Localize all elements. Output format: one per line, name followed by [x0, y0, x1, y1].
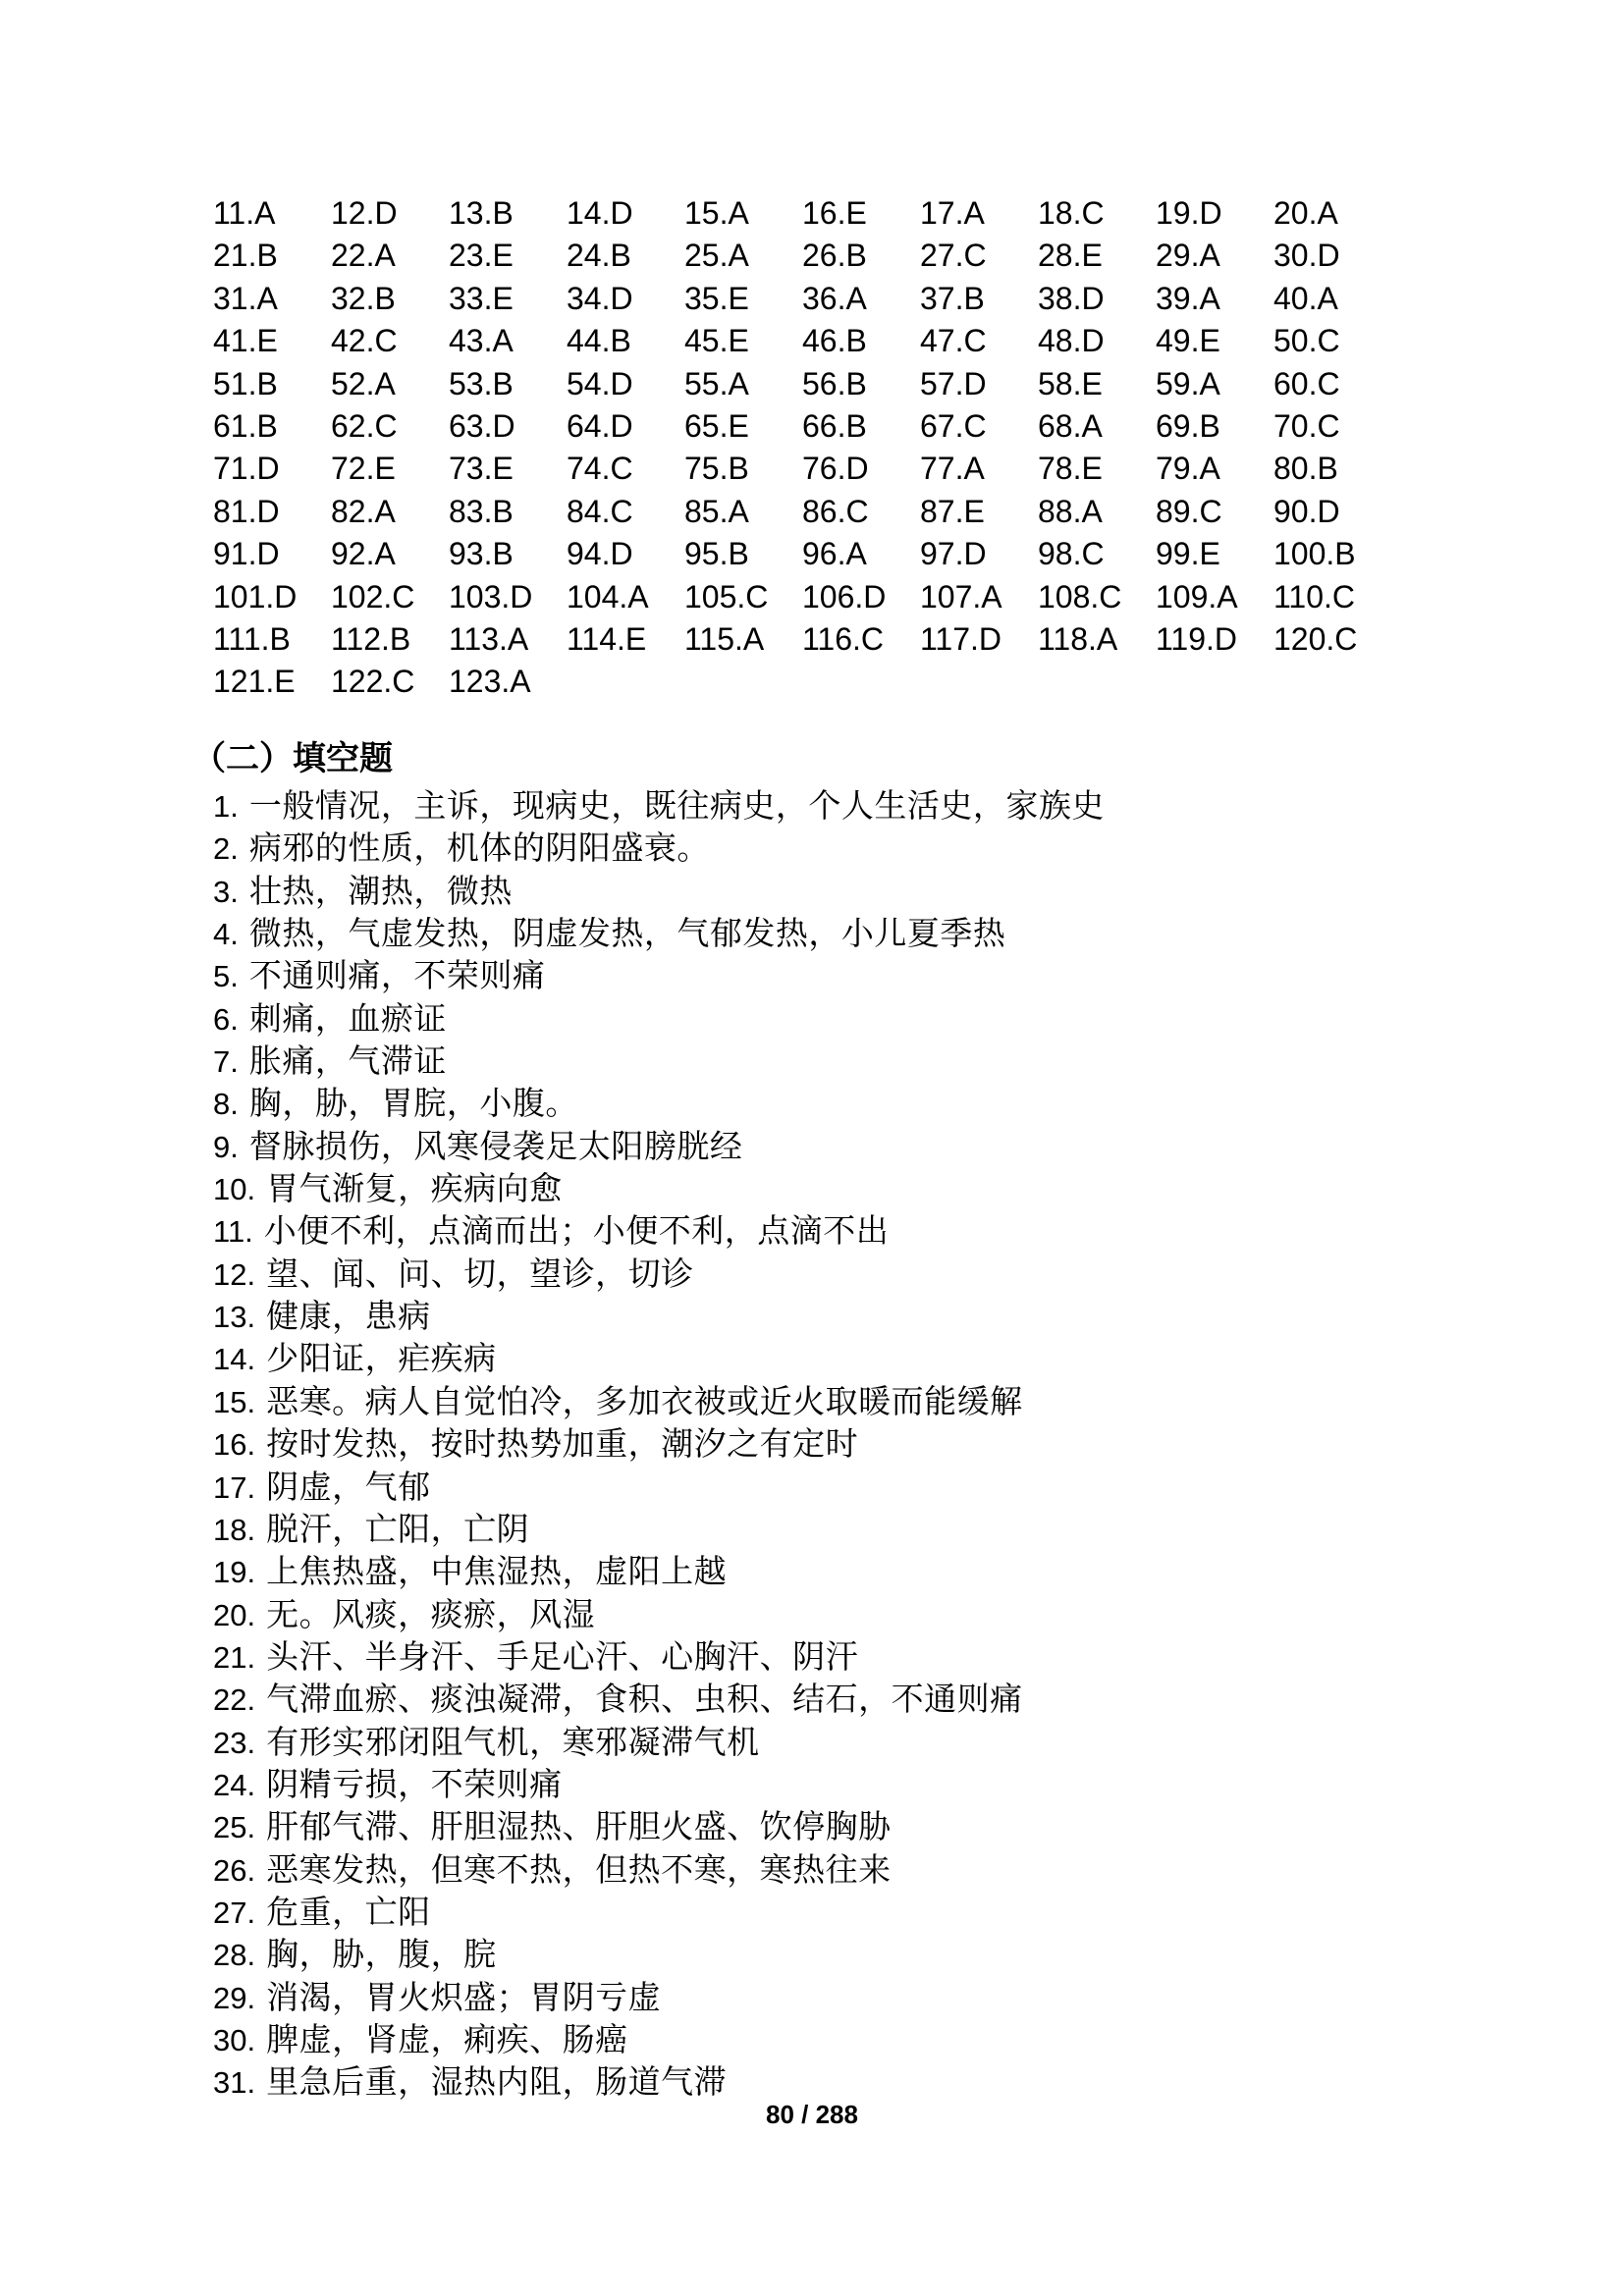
answer-line-text: 脱汗，亡阳，亡阴 [266, 1512, 530, 1548]
fill-blank-answer-line [213, 785, 1105, 828]
answer-item: 103.D [449, 578, 533, 614]
answer-item: 84.C [567, 493, 633, 529]
answer-item: 56.B [802, 365, 867, 401]
answer-item: 50.C [1273, 323, 1340, 359]
answer-line-number: 27. [213, 1895, 256, 1930]
answer-item: 87.E [920, 493, 985, 529]
answer-line-text: 胀痛，气滞证 [248, 1044, 447, 1081]
answer-item: 104.A [567, 578, 649, 614]
answer-line-text: 胃气渐复，疾病向愈 [266, 1172, 563, 1208]
answer-item: 100.B [1273, 536, 1356, 572]
answer-item: 41.E [213, 323, 278, 359]
answer-item: 99.E [1156, 536, 1220, 572]
answer-item: 46.B [802, 323, 867, 359]
answer-line-text: 有形实邪闭阻气机，寒邪凝滞气机 [266, 1725, 760, 1761]
answer-line-text: 阴精亏损，不荣则痛 [266, 1767, 563, 1803]
answer-line-text: 头汗、半身汗、手足心汗、心胸汗、阴汗 [266, 1639, 859, 1676]
answer-item: 72.E [331, 451, 396, 487]
answer-item: 62.C [331, 407, 398, 444]
fill-blank-answer-line [213, 1722, 1105, 1764]
fill-blank-answer-line [213, 1126, 1105, 1168]
answer-item: 53.B [449, 365, 514, 401]
answer-line-number: 5. [213, 959, 239, 994]
answer-item: 117.D [920, 620, 1002, 657]
answer-item: 109.A [1156, 578, 1238, 614]
answer-line-number: 2. [213, 831, 239, 867]
answer-item: 111.B [213, 620, 291, 657]
answer-item: 38.D [1038, 280, 1105, 316]
answer-item: 33.E [449, 280, 514, 316]
answer-line-text: 壮热，潮热，微热 [248, 874, 513, 910]
fill-blank-answer-line [213, 828, 1105, 870]
answer-item: 119.D [1156, 620, 1238, 657]
answer-item: 82.A [331, 493, 396, 529]
answer-item: 74.C [567, 451, 633, 487]
fill-blank-answer-line [213, 955, 1105, 997]
answer-item: 91.D [213, 536, 280, 572]
answer-line-number: 11. [213, 1214, 253, 1250]
fill-blank-answer-line [213, 913, 1105, 955]
answer-item: 101.D [213, 578, 298, 614]
fill-blank-answer-line [213, 2061, 1105, 2104]
answer-line-number: 17. [213, 1469, 256, 1505]
answer-item: 16.E [802, 195, 867, 231]
answer-line-text: 危重，亡阳 [266, 1895, 431, 1931]
answer-item: 27.C [920, 238, 987, 274]
answer-item: 71.D [213, 451, 280, 487]
answer-item: 86.C [802, 493, 869, 529]
answer-line-number: 12. [213, 1256, 256, 1292]
fill-blank-answer-line [213, 1764, 1105, 1806]
answer-line-text: 病邪的性质，机体的阴阳盛衰。 [248, 831, 710, 868]
answer-line-text: 里急后重，湿热内阻，肠道气滞 [266, 2065, 728, 2102]
answer-line-text: 望、闻、问、切，望诊，切诊 [266, 1256, 694, 1293]
answer-line-number: 19. [213, 1555, 256, 1590]
answer-item: 83.B [449, 493, 514, 529]
answer-item: 61.B [213, 407, 278, 444]
answer-line-text: 胸，胁，胃脘，小腹。 [248, 1087, 578, 1123]
answer-item: 98.C [1038, 536, 1105, 572]
answer-item: 15.A [684, 195, 749, 231]
fill-blank-answer-line [213, 871, 1105, 913]
answer-line-text: 恶寒发热，但寒不热，但热不寒，寒热往来 [266, 1852, 892, 1889]
answer-item: 32.B [331, 280, 396, 316]
answer-item: 80.B [1273, 451, 1338, 487]
answer-item: 95.B [684, 536, 749, 572]
answer-line-text: 不通则痛，不荣则痛 [248, 959, 546, 995]
answer-item: 96.A [802, 536, 867, 572]
answer-item: 14.D [567, 195, 633, 231]
fill-blank-answer-line [213, 1892, 1105, 1934]
answer-item: 113.A [449, 620, 529, 657]
answer-line-text: 督脉损伤，风寒侵袭足太阳膀胱经 [248, 1129, 743, 1165]
answer-item: 52.A [331, 365, 396, 401]
answer-item: 92.A [331, 536, 396, 572]
answer-item: 108.C [1038, 578, 1122, 614]
fill-blank-answer-line [213, 1083, 1105, 1125]
answer-line-number: 4. [213, 917, 239, 952]
answer-item: 60.C [1273, 365, 1340, 401]
answer-item: 34.D [567, 280, 633, 316]
answer-item: 36.A [802, 280, 867, 316]
answer-item: 122.C [331, 664, 415, 700]
answer-item: 105.C [684, 578, 769, 614]
answer-item: 39.A [1156, 280, 1220, 316]
answer-item: 93.B [449, 536, 514, 572]
answer-line-text: 按时发热，按时热势加重，潮汐之有定时 [266, 1427, 859, 1464]
answer-item: 79.A [1156, 451, 1220, 487]
answer-line-number: 1. [213, 789, 239, 824]
answer-line-number: 3. [213, 874, 239, 909]
answer-item: 59.A [1156, 365, 1220, 401]
answer-item: 89.C [1156, 493, 1222, 529]
answer-item: 37.B [920, 280, 985, 316]
answer-item: 42.C [331, 323, 398, 359]
fill-blank-answer-line [213, 1849, 1105, 1892]
answer-item: 55.A [684, 365, 749, 401]
answer-line-text: 微热，气虚发热，阴虚发热，气郁发热，小儿夏季热 [248, 917, 1006, 953]
answer-item: 21.B [213, 238, 278, 274]
answer-item: 69.B [1156, 407, 1220, 444]
answer-line-number: 28. [213, 1938, 256, 1973]
answer-item: 90.D [1273, 493, 1340, 529]
answer-item: 51.B [213, 365, 278, 401]
answer-item: 102.C [331, 578, 415, 614]
answer-item: 78.E [1038, 451, 1103, 487]
answer-item: 75.B [684, 451, 749, 487]
answer-item: 73.E [449, 451, 514, 487]
fill-blank-answer-line [213, 1636, 1105, 1679]
answer-item: 106.D [802, 578, 887, 614]
answer-line-number: 10. [213, 1172, 256, 1207]
answer-item: 29.A [1156, 238, 1220, 274]
answer-item: 65.E [684, 407, 749, 444]
answer-item: 118.A [1038, 620, 1118, 657]
answer-line-text: 气滞血瘀、痰浊凝滞，食积、虫积、结石，不通则痛 [266, 1682, 1023, 1719]
answer-line-number: 8. [213, 1087, 239, 1122]
answer-line-text: 消渴，胃火炽盛；胃阴亏虚 [266, 1980, 662, 2016]
answer-line-number: 15. [213, 1384, 256, 1419]
answer-line-number: 6. [213, 1001, 239, 1037]
fill-blank-answer-line [213, 1934, 1105, 1976]
answer-item: 48.D [1038, 323, 1105, 359]
answer-item: 97.D [920, 536, 987, 572]
fill-blank-answer-line [213, 1679, 1105, 1721]
answer-item: 64.D [567, 407, 633, 444]
answer-item: 43.A [449, 323, 514, 359]
answer-line-text: 小便不利，点滴而出；小便不利，点滴不出 [263, 1214, 890, 1251]
fill-blank-answer-line [213, 1296, 1105, 1338]
answer-item: 110.C [1273, 578, 1356, 614]
answer-item: 88.A [1038, 493, 1103, 529]
answer-line-text: 健康，患病 [266, 1300, 431, 1336]
answer-item: 63.D [449, 407, 515, 444]
fill-blank-answer-line [213, 1041, 1105, 1083]
answer-item: 11.A [213, 195, 276, 231]
fill-blank-answer-line [213, 1977, 1105, 2019]
answer-item: 94.D [567, 536, 633, 572]
answer-line-text: 少阳证，疟疾病 [266, 1342, 497, 1378]
answer-item: 107.A [920, 578, 1002, 614]
page-number: 80 / 288 [766, 2100, 858, 2129]
answer-item: 85.A [684, 493, 749, 529]
answer-item: 23.E [449, 238, 514, 274]
answer-line-number: 14. [213, 1342, 256, 1377]
answer-item: 76.D [802, 451, 869, 487]
answer-item: 35.E [684, 280, 749, 316]
answer-item: 13.B [449, 195, 514, 231]
answer-item: 20.A [1273, 195, 1338, 231]
answer-line-number: 16. [213, 1427, 256, 1463]
answer-item: 58.E [1038, 365, 1103, 401]
answer-line-number: 30. [213, 2022, 256, 2057]
answer-item: 70.C [1273, 407, 1340, 444]
answer-item: 54.D [567, 365, 633, 401]
answer-item: 44.B [567, 323, 631, 359]
fill-blank-answer-line [213, 1338, 1105, 1380]
answer-line-text: 胸，胁，腹，脘 [266, 1938, 497, 1974]
answer-item: 26.B [802, 238, 867, 274]
fill-blank-answer-line [213, 2019, 1105, 2061]
answer-item: 18.C [1038, 195, 1105, 231]
answer-item: 81.D [213, 493, 280, 529]
fill-blank-answer-line [213, 1381, 1105, 1423]
answer-item: 121.E [213, 664, 296, 700]
answer-line-text: 阴虚，气郁 [266, 1469, 431, 1506]
answer-line-text: 肝郁气滞、肝胆湿热、肝胆火盛、饮停胸胁 [266, 1810, 892, 1846]
multiple-choice-answer-grid [213, 192, 1391, 704]
answer-line-number: 31. [213, 2065, 256, 2101]
answer-item: 49.E [1156, 323, 1220, 359]
answer-line-number: 25. [213, 1810, 256, 1845]
answer-item: 66.B [802, 407, 867, 444]
answer-item: 114.E [567, 620, 647, 657]
answer-line-number: 9. [213, 1129, 239, 1164]
answer-item: 40.A [1273, 280, 1338, 316]
answer-item: 24.B [567, 238, 631, 274]
answer-item: 68.A [1038, 407, 1103, 444]
answer-line-number: 23. [213, 1725, 256, 1760]
answer-line-number: 26. [213, 1852, 256, 1888]
fill-blank-answer-line [213, 1423, 1105, 1466]
answer-line-number: 29. [213, 1980, 256, 2015]
answer-item: 57.D [920, 365, 987, 401]
answer-line-text: 刺痛，血瘀证 [248, 1001, 447, 1038]
fill-blank-answer-line [213, 998, 1105, 1041]
answer-line-text: 脾虚，肾虚，痢疾、肠癌 [266, 2022, 628, 2058]
answer-item: 30.D [1273, 238, 1340, 274]
answer-line-number: 20. [213, 1597, 256, 1632]
answer-item: 120.C [1273, 620, 1358, 657]
answer-line-text: 一般情况，主诉，现病史，既往病史，个人生活史，家族史 [248, 789, 1105, 825]
answer-line-text: 上焦热盛，中焦湿热，虚阳上越 [266, 1555, 728, 1591]
answer-item: 116.C [802, 620, 885, 657]
answer-line-number: 13. [213, 1300, 256, 1335]
answer-item: 28.E [1038, 238, 1103, 274]
answer-item: 22.A [331, 238, 396, 274]
fill-blank-answer-line [213, 1551, 1105, 1593]
answer-line-number: 7. [213, 1044, 239, 1080]
fill-blank-answer-line [213, 1594, 1105, 1636]
answer-item: 17.A [920, 195, 985, 231]
answer-item: 12.D [331, 195, 398, 231]
fill-in-blank-answers-list [213, 785, 1105, 2105]
answer-line-number: 21. [213, 1639, 256, 1675]
answer-item: 112.B [331, 620, 411, 657]
answer-item: 123.A [449, 664, 531, 700]
fill-blank-answer-line [213, 1168, 1105, 1210]
answer-line-number: 22. [213, 1682, 256, 1718]
answer-item: 45.E [684, 323, 749, 359]
answer-item: 47.C [920, 323, 987, 359]
answer-line-text: 无。风痰，痰瘀，风湿 [266, 1597, 596, 1633]
fill-blank-answer-line [213, 1806, 1105, 1848]
section-title: （二）填空题 [192, 740, 393, 777]
fill-blank-answer-line [213, 1254, 1105, 1296]
answer-item: 115.A [684, 620, 765, 657]
answer-item: 31.A [213, 280, 278, 316]
answer-line-number: 24. [213, 1767, 256, 1802]
fill-blank-answer-line [213, 1467, 1105, 1509]
answer-item: 77.A [920, 451, 985, 487]
answer-item: 19.D [1156, 195, 1222, 231]
fill-blank-answer-line [213, 1509, 1105, 1551]
fill-blank-answer-line [213, 1210, 1105, 1253]
answer-line-text: 恶寒。病人自觉怕冷，多加衣被或近火取暖而能缓解 [266, 1384, 1023, 1420]
answer-item: 67.C [920, 407, 987, 444]
answer-line-number: 18. [213, 1512, 256, 1547]
answer-item: 25.A [684, 238, 749, 274]
